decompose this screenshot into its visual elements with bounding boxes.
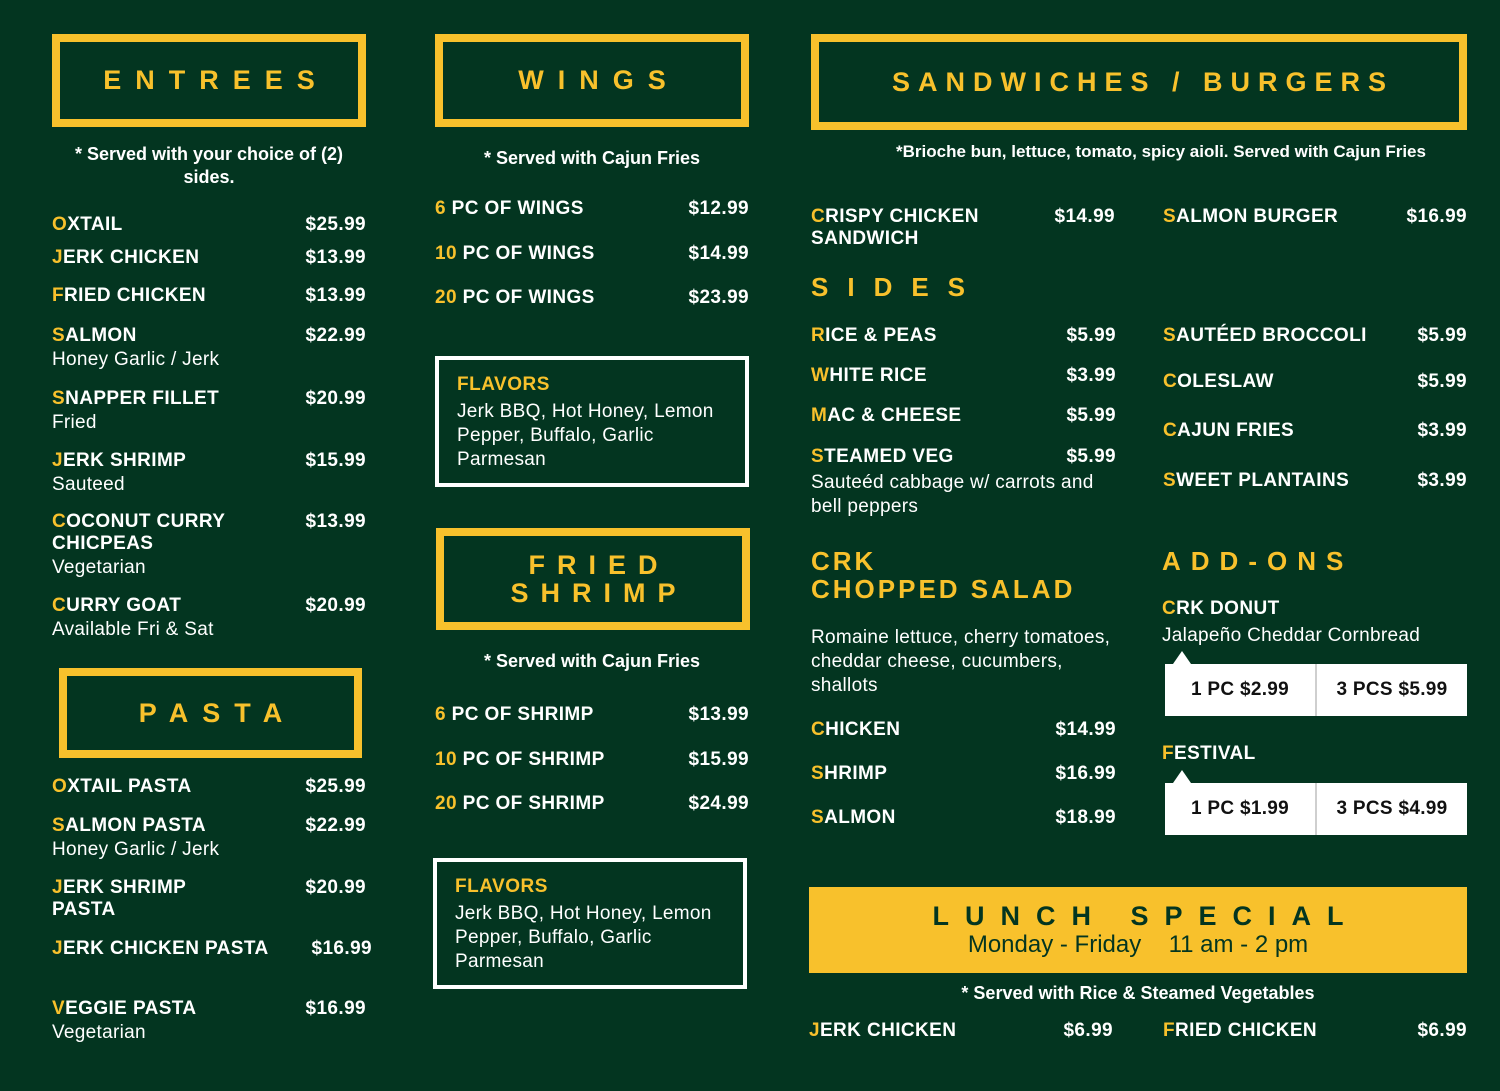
lunch-special-hours-line: [809, 931, 1467, 959]
salad-title: [811, 547, 1075, 603]
menu-item: [52, 214, 366, 238]
item-name: FRIED CHICKEN: [52, 285, 207, 306]
item-name: SALMON: [811, 807, 896, 828]
menu-item: [52, 938, 372, 962]
item-label: PC OF SHRIMP: [456, 793, 605, 814]
item-qty: 10: [435, 749, 457, 770]
item-name: SALMON: [52, 325, 137, 346]
item-qty: 6: [435, 198, 446, 219]
sandwiches-note: *Brioche bun, lettuce, tomato, spicy aioli. Served with Cajun Fries: [896, 142, 1426, 161]
menu-item: [52, 998, 366, 1048]
fried-shrimp-flavors-box: [433, 858, 747, 989]
entrees-title: ENTREES: [103, 65, 329, 96]
menu-item: [811, 719, 1116, 743]
menu-item: [435, 749, 749, 773]
item-price: $22.99: [305, 815, 366, 836]
menu-item: [1163, 325, 1467, 349]
menu-item: [52, 877, 366, 923]
fried-shrimp-title-box: [436, 528, 750, 630]
sandwiches-title: SANDWICHES / BURGERS: [891, 66, 1395, 97]
item-name: STEAMED VEG: [811, 446, 954, 467]
item-price: $6.99: [1417, 1020, 1467, 1041]
item-price: $20.99: [305, 388, 366, 409]
lunch-days: Monday - Friday: [967, 931, 1142, 958]
lunch-special-title: LUNCH SPECIAL: [932, 901, 1360, 931]
item-price: $5.99: [1066, 325, 1116, 346]
item-name: SHRIMP: [811, 763, 888, 784]
item-name: CHICKEN: [811, 719, 901, 740]
donut-name: CRK DONUT: [1162, 598, 1280, 619]
donut-description: Jalapeño Cheddar Cornbread: [1162, 625, 1421, 646]
item-name: CAJUN FRIES: [1163, 420, 1295, 441]
item-name: CURRY GOAT: [52, 595, 182, 616]
menu-item: [811, 206, 1115, 252]
donut-option-3: 3 PCS $5.99: [1315, 664, 1467, 716]
item-label: PC OF WINGS: [456, 287, 595, 308]
lunch-hours: 11 am - 2 pm: [1168, 931, 1309, 958]
menu-item: [811, 446, 1116, 522]
item-name: CRISPY CHICKEN SANDWICH: [811, 206, 979, 249]
menu-item: [1163, 470, 1467, 494]
pasta-title-box: [59, 668, 362, 758]
item-name: [435, 704, 594, 726]
item-name: VEGGIE PASTA: [52, 998, 197, 1019]
wings-title-box: [435, 34, 749, 127]
festival-card-pointer: [1173, 770, 1191, 783]
menu-item: [435, 704, 749, 728]
item-description: Sauteed: [52, 474, 125, 495]
item-price: $13.99: [305, 511, 366, 532]
item-name: SWEET PLANTAINS: [1163, 470, 1350, 491]
item-name: JERK SHRIMP PASTA: [52, 877, 186, 920]
menu-item: [811, 365, 1116, 389]
menu-item: [1163, 371, 1467, 395]
menu-item: [1163, 420, 1467, 444]
item-label: PC OF SHRIMP: [456, 749, 605, 770]
menu-item: [52, 285, 366, 309]
item-name: FRIED CHICKEN: [1163, 1020, 1318, 1041]
item-price: $3.99: [1417, 470, 1467, 491]
donut-price-card: [1165, 664, 1467, 716]
menu-item: [435, 243, 749, 267]
menu-item: [809, 1020, 1113, 1044]
fried-shrimp-title-line2: SHRIMP: [510, 578, 688, 608]
item-name: OXTAIL: [52, 214, 123, 235]
item-name: [435, 287, 595, 309]
flavors-title: FLAVORS: [455, 876, 548, 897]
salad-title-line2: CHOPPED SALAD: [811, 574, 1076, 604]
item-qty: 6: [435, 704, 446, 725]
menu-item: [52, 325, 366, 375]
item-price: $5.99: [1066, 446, 1116, 467]
item-name: SALMON BURGER: [1163, 206, 1339, 227]
item-price: $20.99: [305, 877, 366, 898]
item-description: Available Fri & Sat: [52, 619, 214, 640]
menu-item: [52, 595, 366, 645]
item-price: $22.99: [305, 325, 366, 346]
item-label: PC OF WINGS: [445, 198, 584, 219]
item-name: [435, 243, 595, 265]
menu-item: [52, 450, 366, 500]
item-name: RICE & PEAS: [811, 325, 937, 346]
item-price: $3.99: [1066, 365, 1116, 386]
salad-title-line1: CRK: [811, 546, 877, 576]
menu-item: [52, 815, 366, 865]
item-price: $20.99: [305, 595, 366, 616]
pasta-title: PASTA: [138, 697, 297, 728]
item-name: [435, 749, 605, 771]
item-price: $16.99: [1406, 206, 1467, 227]
item-price: $15.99: [688, 749, 749, 770]
menu-item: [435, 793, 749, 817]
item-price: $13.99: [688, 704, 749, 725]
wings-flavors-box: [435, 356, 749, 487]
item-description: Honey Garlic / Jerk: [52, 839, 220, 860]
menu-item: [811, 405, 1116, 429]
item-price: $14.99: [1054, 206, 1115, 227]
menu-item: [52, 388, 366, 438]
menu-item: [811, 763, 1116, 787]
item-label: PC OF WINGS: [456, 243, 595, 264]
festival-option-3: 3 PCS $4.99: [1315, 783, 1467, 835]
item-name: COCONUT CURRY CHICPEAS: [52, 511, 226, 554]
wings-title: WINGS: [518, 65, 680, 96]
item-name: JERK CHICKEN PASTA: [52, 938, 269, 959]
item-price: $14.99: [1055, 719, 1116, 740]
item-price: $15.99: [305, 450, 366, 471]
item-price: $5.99: [1417, 325, 1467, 346]
donut-option-1: 1 PC $2.99: [1190, 679, 1290, 700]
item-description: Honey Garlic / Jerk: [52, 349, 220, 370]
entrees-note: * Served with your choice of (2) sides.: [74, 144, 344, 187]
item-price: $23.99: [688, 287, 749, 308]
sandwiches-title-box: [811, 34, 1467, 130]
item-name: SAUTÉED BROCCOLI: [1163, 325, 1367, 346]
item-name: COLESLAW: [1163, 371, 1274, 392]
item-price: $5.99: [1066, 405, 1116, 426]
menu-item: [811, 325, 1116, 349]
item-name: SALMON PASTA: [52, 815, 206, 836]
item-price: $16.99: [1055, 763, 1116, 784]
donut-card-pointer: [1173, 651, 1191, 664]
item-description: Sauteéd cabbage w/ carrots and bell peppers: [811, 472, 1094, 517]
item-price: $3.99: [1417, 420, 1467, 441]
festival-name: FESTIVAL: [1162, 743, 1256, 764]
festival-price-card: [1165, 783, 1467, 835]
item-name: SNAPPER FILLET: [52, 388, 220, 409]
item-label: PC OF SHRIMP: [445, 704, 594, 725]
item-description: Vegetarian: [52, 1022, 146, 1043]
item-price: $16.99: [311, 938, 372, 959]
item-qty: 10: [435, 243, 457, 264]
item-name: JERK SHRIMP: [52, 450, 187, 471]
entrees-title-box: [52, 34, 366, 127]
lunch-note: * Served with Rice & Steamed Vegetables: [961, 983, 1315, 1003]
flavors-list: Jerk BBQ, Hot Honey, Lemon Pepper, Buffalo, Garlic Parmesan: [457, 401, 714, 470]
fried-shrimp-note: * Served with Cajun Fries: [483, 651, 701, 671]
item-price: $13.99: [305, 285, 366, 306]
menu-item: [52, 511, 366, 581]
fried-shrimp-title-line1: FRIED: [528, 549, 670, 580]
lunch-special-banner: [809, 887, 1467, 973]
item-description: Fried: [52, 412, 97, 433]
salad-description: Romaine lettuce, cherry tomatoes, cheddar cheese, cucumbers, shallots: [811, 627, 1111, 696]
item-name: [435, 793, 605, 815]
item-price: $24.99: [688, 793, 749, 814]
item-price: $25.99: [305, 214, 366, 235]
flavors-list: Jerk BBQ, Hot Honey, Lemon Pepper, Buffalo, Garlic Parmesan: [455, 903, 712, 972]
festival-option-1: 1 PC $1.99: [1190, 798, 1290, 819]
item-description: Vegetarian: [52, 557, 146, 578]
wings-note: * Served with Cajun Fries: [483, 148, 701, 168]
item-price: $12.99: [688, 198, 749, 219]
item-name: OXTAIL PASTA: [52, 776, 192, 797]
item-qty: 20: [435, 287, 457, 308]
item-price: $13.99: [305, 247, 366, 268]
menu-item: [435, 198, 749, 222]
item-price: $18.99: [1055, 807, 1116, 828]
item-name: MAC & CHEESE: [811, 405, 962, 426]
item-price: $16.99: [305, 998, 366, 1019]
item-name: WHITE RICE: [811, 365, 927, 386]
fried-shrimp-title: [498, 551, 687, 608]
item-price: $25.99: [305, 776, 366, 797]
menu-item: [435, 287, 749, 311]
item-name: JERK CHICKEN: [809, 1020, 957, 1041]
item-qty: 20: [435, 793, 457, 814]
menu-item: [811, 807, 1116, 831]
menu-item: [52, 247, 366, 271]
addons-title: ADD-ONS: [1162, 546, 1354, 576]
flavors-title: FLAVORS: [457, 374, 550, 395]
item-name: JERK CHICKEN: [52, 247, 200, 268]
menu-item: [1163, 1020, 1467, 1044]
menu-item: [1163, 206, 1467, 230]
item-name: [435, 198, 584, 220]
menu-item: [52, 776, 366, 800]
item-price: $5.99: [1417, 371, 1467, 392]
item-price: $6.99: [1063, 1020, 1113, 1041]
sides-title: SIDES: [811, 272, 985, 302]
item-price: $14.99: [688, 243, 749, 264]
